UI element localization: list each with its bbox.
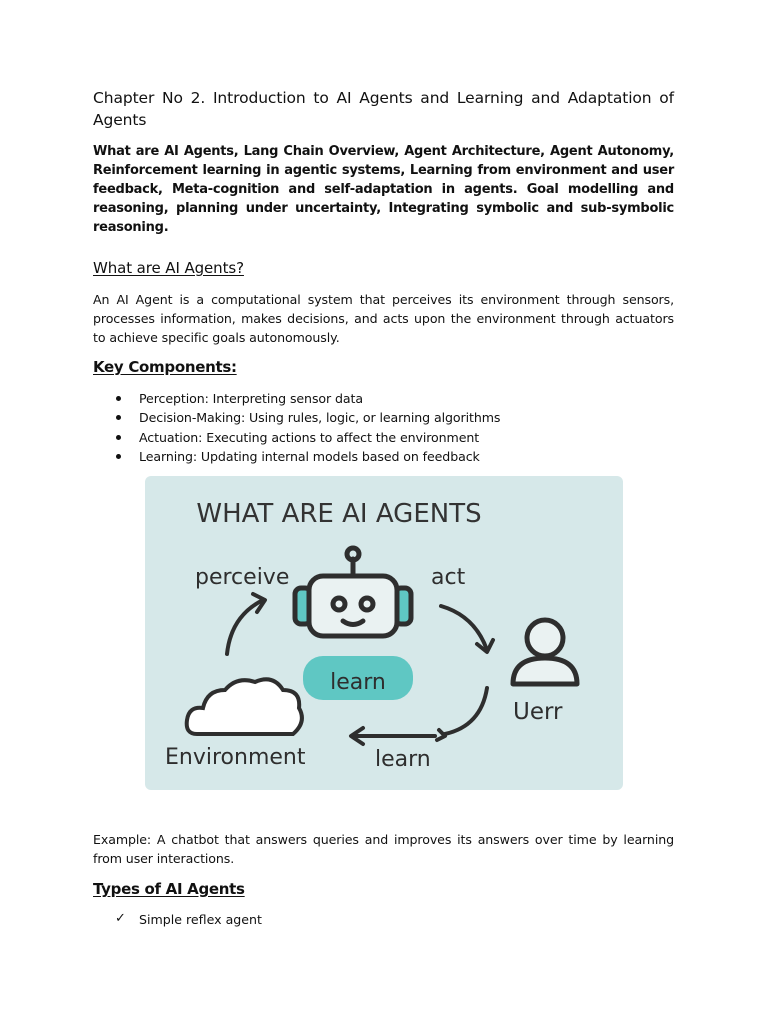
act-label: act [431,565,466,590]
list-item-text: Decision-Making: Using rules, logic, or learning algorithms [139,410,501,426]
perceive-label: perceive [195,565,290,590]
bullet-icon [116,454,121,459]
list-item-text: Perception: Interpreting sensor data [139,391,363,406]
key-components-list [93,389,500,466]
learn-bottom-label: learn [375,747,431,772]
section-heading-key-components: Key Components: [93,358,237,376]
list-item [93,447,500,466]
user-label: Uerr [513,699,563,725]
list-item [93,389,500,408]
list-item [93,408,500,427]
chapter-summary: What are AI Agents, Lang Chain Overview, Agent Architecture, Agent Autonomy, Reinforcement learning in agentic systems, Learning from environment and user feedback, Meta-cognition and self-adaptation in agents. Goal modelling and reasoning, planning under uncertainty, Integrating symbolic and sub-symbolic reasoning. [93,144,674,235]
list-item [93,910,262,929]
environment-label: Environment [165,745,306,770]
ai-agents-figure [145,476,623,790]
section-heading-what-are-ai-agents: What are AI Agents? [93,259,244,277]
list-item-text: Learning: Updating internal models based on feedback [139,448,480,464]
bullet-icon [116,435,121,440]
example-paragraph: Example: A chatbot that answers queries and improves its answers over time by learning from user interactions. [93,832,674,866]
chapter-title: Chapter No 2. Introduction to AI Agents and Learning and Adaptation of Agents [93,89,674,129]
types-list [93,910,262,929]
list-item-text: Actuation: Executing actions to affect the environment [139,429,480,445]
figure-title: WHAT ARE AI AGENTS [196,499,482,529]
checkmark-icon: ✓ [115,911,126,926]
list-item [93,428,500,447]
list-item-text: Simple reflex agent [139,912,262,927]
section-heading-types-of-ai-agents: Types of AI Agents [93,880,245,898]
bullet-icon [116,396,121,401]
learn-center-label: learn [330,670,386,695]
bullet-icon [116,415,121,420]
definition-paragraph: An AI Agent is a computational system that perceives its environment through sensors, processes information, makes decisions, and acts upon the environment through actuators to achieve specific goals autonomously. [93,292,674,345]
